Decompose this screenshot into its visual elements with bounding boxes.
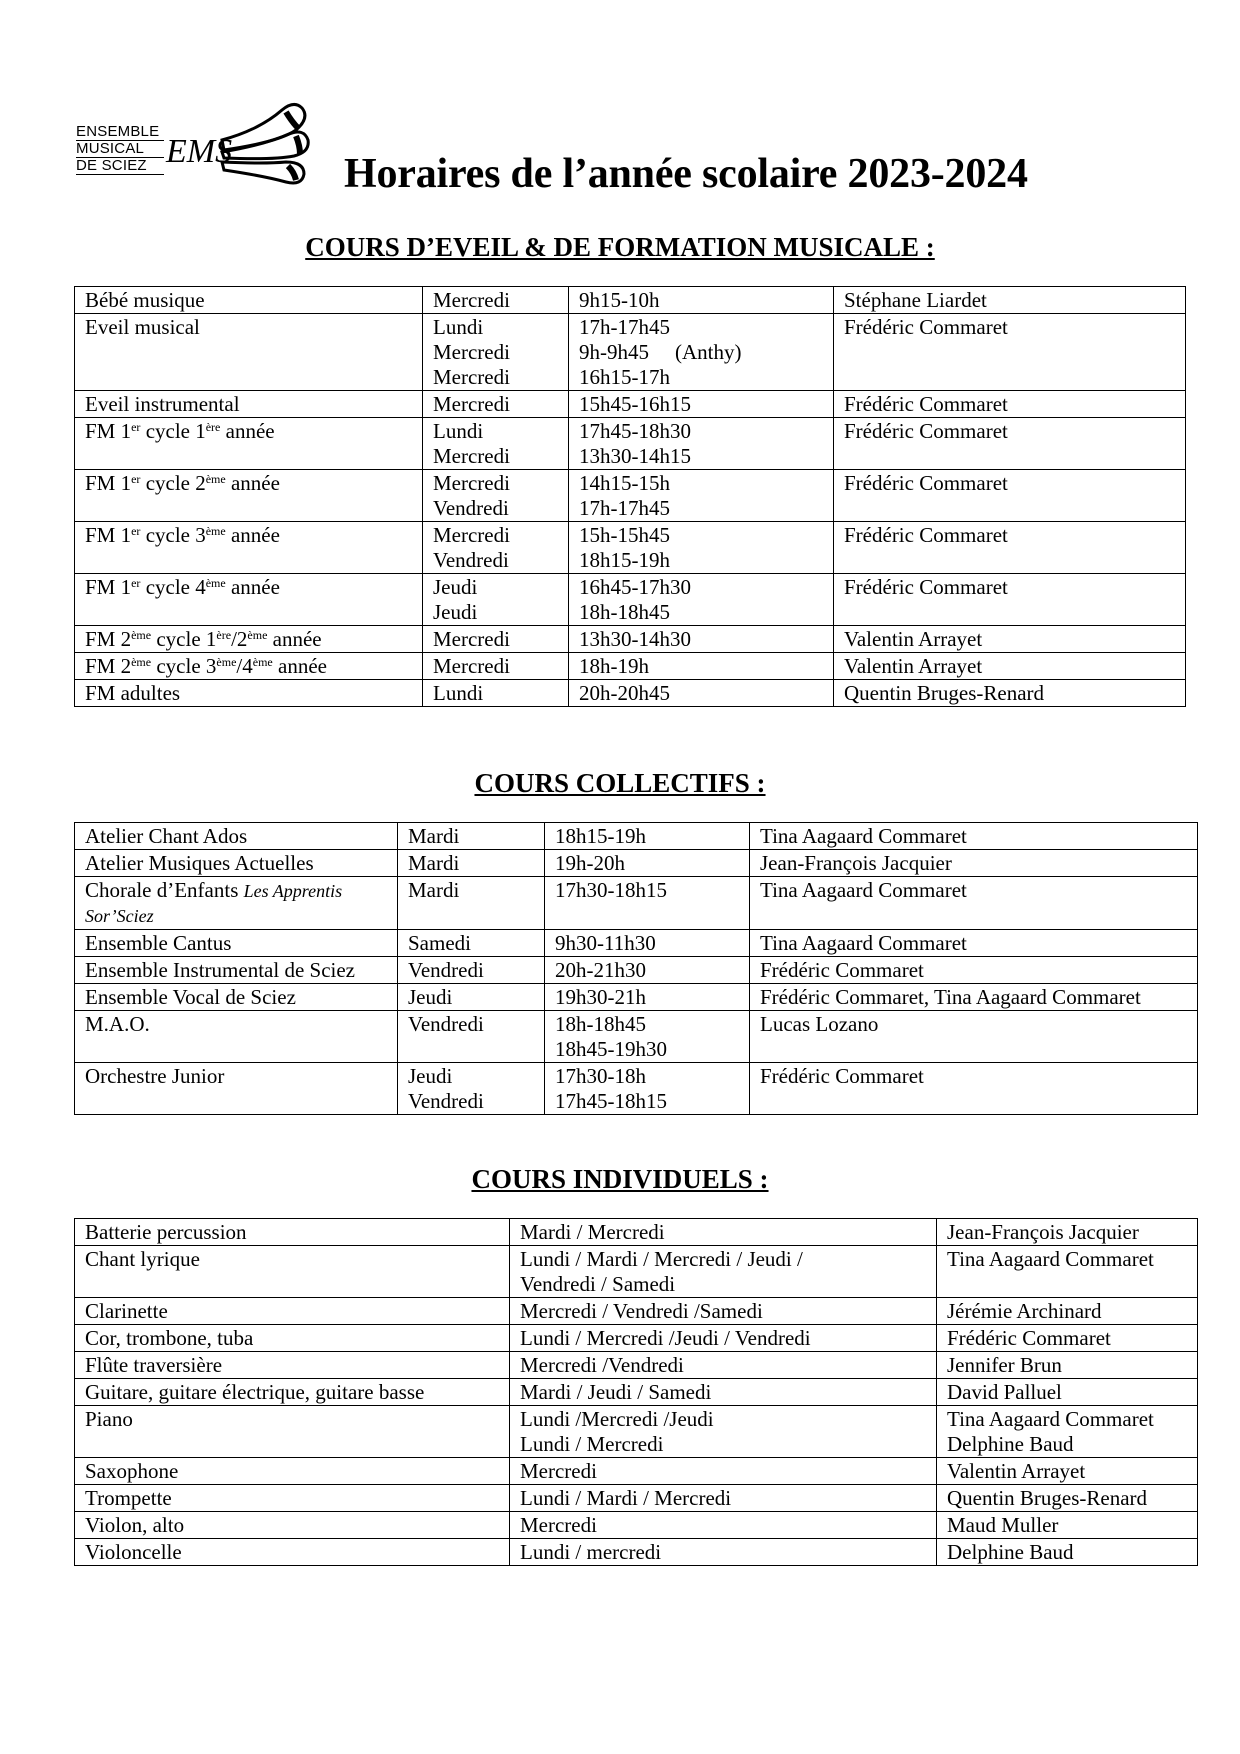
time-cell: 19h30-21h — [545, 984, 750, 1011]
course-cell: Chant lyrique — [75, 1246, 510, 1298]
time-line: 17h-17h45 — [579, 496, 670, 520]
table-row — [75, 877, 1198, 930]
course-cell: Flûte traversière — [75, 1352, 510, 1379]
day-cell: Mercredi /Vendredi — [510, 1352, 937, 1379]
teacher-cell: Frédéric Commaret, Tina Aagaard Commaret — [750, 984, 1198, 1011]
table-row — [75, 930, 1198, 957]
teacher-cell: Delphine Baud — [937, 1539, 1198, 1566]
table-row — [75, 680, 1186, 707]
day-line: Jeudi — [433, 600, 478, 624]
section-title-collectifs: COURS COLLECTIFS : — [474, 768, 766, 798]
table-row — [75, 1246, 1198, 1298]
teacher-cell: Valentin Arrayet — [834, 626, 1186, 653]
table-individuels — [74, 1218, 1198, 1566]
time-line: 18h45-19h30 — [555, 1037, 667, 1061]
course-cell: Ensemble Cantus — [75, 930, 398, 957]
day-cell: Mercredi / Vendredi /Samedi — [510, 1298, 937, 1325]
logo-line: ENSEMBLE — [76, 124, 164, 141]
day-cell: Vendredi — [398, 1011, 545, 1063]
time-line: 14h15-15h — [579, 471, 670, 495]
table-row — [75, 1219, 1198, 1246]
teacher-cell: Frédéric Commaret — [750, 957, 1198, 984]
day-cell — [398, 1063, 545, 1115]
day-line: Jeudi — [408, 1064, 453, 1088]
time-line — [579, 340, 833, 365]
day-cell: Mercredi — [423, 391, 569, 418]
teacher-cell: Frédéric Commaret — [834, 391, 1186, 418]
time-cell: 18h15-19h — [545, 823, 750, 850]
course-cell: Atelier Musiques Actuelles — [75, 850, 398, 877]
time-line: 18h-18h45 — [579, 600, 670, 624]
course-cell: Batterie percussion — [75, 1219, 510, 1246]
table-row — [75, 1379, 1198, 1406]
table-row — [75, 1011, 1198, 1063]
course-cell: Ensemble Instrumental de Sciez — [75, 957, 398, 984]
teacher-cell: Valentin Arrayet — [937, 1458, 1198, 1485]
teacher-cell: Tina Aagaard Commaret — [750, 823, 1198, 850]
course-cell: FM adultes — [75, 680, 423, 707]
day-cell: Lundi / Mardi / Mercredi — [510, 1485, 937, 1512]
day-cell: Vendredi — [398, 957, 545, 984]
course-cell: Eveil musical — [75, 314, 423, 391]
table-row — [75, 1485, 1198, 1512]
table-row — [75, 391, 1186, 418]
day-cell — [423, 522, 569, 574]
course-cell: FM 2ème cycle 1ère/2ème année — [75, 626, 423, 653]
table-row — [75, 957, 1198, 984]
table-row — [75, 1325, 1198, 1352]
teacher-line: Delphine Baud — [947, 1432, 1074, 1456]
teacher-cell: Jean-François Jacquier — [937, 1219, 1198, 1246]
teacher-cell: Frédéric Commaret — [834, 418, 1186, 470]
course-cell: FM 1er cycle 3ème année — [75, 522, 423, 574]
day-cell: Mardi / Mercredi — [510, 1219, 937, 1246]
logo-line: MUSICAL — [76, 141, 164, 158]
day-cell: Mercredi — [510, 1512, 937, 1539]
time-cell: 20h-20h45 — [569, 680, 834, 707]
time-line: 18h15-19h — [579, 548, 670, 572]
course-cell: Violon, alto — [75, 1512, 510, 1539]
time-cell — [569, 522, 834, 574]
table-row — [75, 984, 1198, 1011]
day-cell: Mardi — [398, 823, 545, 850]
day-cell — [510, 1246, 937, 1298]
day-cell: Mardi — [398, 877, 545, 930]
day-line: Lundi / Mercredi — [520, 1432, 664, 1456]
course-cell: Piano — [75, 1406, 510, 1458]
course-cell: FM 1er cycle 4ème année — [75, 574, 423, 626]
time-line: 16h15-17h — [579, 365, 670, 389]
day-line: Mercredi — [433, 523, 510, 547]
teacher-cell: Maud Muller — [937, 1512, 1198, 1539]
time-cell — [569, 574, 834, 626]
table-row — [75, 287, 1186, 314]
day-cell: Mercredi — [423, 626, 569, 653]
time-cell — [569, 314, 834, 391]
time-cell: 15h45-16h15 — [569, 391, 834, 418]
time-value: 9h-9h45 — [579, 340, 649, 364]
course-cell: M.A.O. — [75, 1011, 398, 1063]
day-cell: Mardi / Jeudi / Samedi — [510, 1379, 937, 1406]
teacher-cell: Jérémie Archinard — [937, 1298, 1198, 1325]
time-line: 18h-18h45 — [555, 1012, 646, 1036]
table-row — [75, 653, 1186, 680]
table-row — [75, 823, 1198, 850]
section-title-eveil: COURS D’EVEIL & DE FORMATION MUSICALE : — [305, 232, 935, 262]
day-cell — [423, 574, 569, 626]
table-row — [75, 850, 1198, 877]
course-cell: FM 1er cycle 1ère année — [75, 418, 423, 470]
teacher-cell: Lucas Lozano — [750, 1011, 1198, 1063]
day-line: Vendredi — [433, 496, 509, 520]
day-line: Lundi — [433, 419, 484, 443]
day-line: Mercredi — [433, 365, 510, 389]
time-cell — [569, 418, 834, 470]
course-line: Sor’Sciez — [85, 906, 154, 926]
day-line: Lundi / Mardi / Mercredi / Jeudi / — [520, 1247, 803, 1271]
teacher-cell: Quentin Bruges-Renard — [834, 680, 1186, 707]
course-cell: FM 2ème cycle 3ème/4ème année — [75, 653, 423, 680]
teacher-cell: David Palluel — [937, 1379, 1198, 1406]
course-cell: Atelier Chant Ados — [75, 823, 398, 850]
table-row — [75, 1063, 1198, 1115]
teacher-cell: Valentin Arrayet — [834, 653, 1186, 680]
day-line: Vendredi — [433, 548, 509, 572]
horns-icon — [164, 100, 314, 200]
teacher-cell: Frédéric Commaret — [834, 470, 1186, 522]
course-cell: Guitare, guitare électrique, guitare basse — [75, 1379, 510, 1406]
table-row — [75, 1539, 1198, 1566]
day-line: Mercredi — [433, 471, 510, 495]
day-cell: Jeudi — [398, 984, 545, 1011]
teacher-cell — [937, 1406, 1198, 1458]
time-cell — [545, 1011, 750, 1063]
teacher-cell: Tina Aagaard Commaret — [750, 877, 1198, 930]
teacher-cell: Tina Aagaard Commaret — [750, 930, 1198, 957]
time-cell: 13h30-14h30 — [569, 626, 834, 653]
section-title-individuels: COURS INDIVIDUELS : — [471, 1164, 769, 1194]
course-cell: Eveil instrumental — [75, 391, 423, 418]
table-row — [75, 522, 1186, 574]
course-cell: Cor, trombone, tuba — [75, 1325, 510, 1352]
day-cell: Samedi — [398, 930, 545, 957]
day-cell: Mercredi — [423, 653, 569, 680]
course-cell: Violoncelle — [75, 1539, 510, 1566]
teacher-cell: Frédéric Commaret — [750, 1063, 1198, 1115]
course-cell: Clarinette — [75, 1298, 510, 1325]
svg-text:EMS: EMS — [166, 133, 233, 170]
location-note: (Anthy) — [675, 340, 742, 364]
teacher-cell: Frédéric Commaret — [937, 1325, 1198, 1352]
teacher-cell: Frédéric Commaret — [834, 574, 1186, 626]
table-row — [75, 470, 1186, 522]
day-line: Mercredi — [433, 444, 510, 468]
table-row — [75, 1406, 1198, 1458]
teacher-cell: Jean-François Jacquier — [750, 850, 1198, 877]
course-cell: FM 1er cycle 2ème année — [75, 470, 423, 522]
day-line: Lundi — [433, 315, 484, 339]
table-row — [75, 1352, 1198, 1379]
course-cell: Orchestre Junior — [75, 1063, 398, 1115]
day-line: Jeudi — [433, 575, 478, 599]
time-cell: 17h30-18h15 — [545, 877, 750, 930]
day-cell — [510, 1406, 937, 1458]
day-line: Mercredi — [433, 340, 510, 364]
page-header — [76, 100, 1126, 210]
time-cell — [569, 470, 834, 522]
table-row — [75, 314, 1186, 391]
day-line: Lundi /Mercredi /Jeudi — [520, 1407, 714, 1431]
time-cell: 9h15-10h — [569, 287, 834, 314]
time-cell: 9h30-11h30 — [545, 930, 750, 957]
teacher-cell: Stéphane Liardet — [834, 287, 1186, 314]
day-cell: Mardi — [398, 850, 545, 877]
table-collectifs — [74, 822, 1198, 1115]
day-cell — [423, 418, 569, 470]
day-cell — [423, 314, 569, 391]
course-cell: Trompette — [75, 1485, 510, 1512]
day-cell: Mercredi — [510, 1458, 937, 1485]
teacher-cell: Quentin Bruges-Renard — [937, 1485, 1198, 1512]
day-line: Vendredi / Samedi — [520, 1272, 676, 1296]
time-line: 17h30-18h — [555, 1064, 646, 1088]
day-line: Vendredi — [408, 1089, 484, 1113]
logo-wordmark — [76, 124, 164, 175]
day-cell: Mercredi — [423, 287, 569, 314]
time-line: 17h45-18h15 — [555, 1089, 667, 1113]
time-cell — [545, 1063, 750, 1115]
teacher-cell: Frédéric Commaret — [834, 314, 1186, 391]
table-row — [75, 1298, 1198, 1325]
teacher-cell: Jennifer Brun — [937, 1352, 1198, 1379]
day-cell: Lundi / mercredi — [510, 1539, 937, 1566]
course-cell: Bébé musique — [75, 287, 423, 314]
ems-logo — [76, 100, 316, 200]
teacher-line: Tina Aagaard Commaret — [947, 1407, 1154, 1431]
table-eveil — [74, 286, 1186, 707]
time-line: 15h-15h45 — [579, 523, 670, 547]
course-cell — [75, 877, 398, 930]
table-row — [75, 574, 1186, 626]
time-line: 17h-17h45 — [579, 315, 670, 339]
teacher-cell: Frédéric Commaret — [834, 522, 1186, 574]
table-row — [75, 418, 1186, 470]
time-cell: 20h-21h30 — [545, 957, 750, 984]
course-cell: Saxophone — [75, 1458, 510, 1485]
course-line: Chorale d’Enfants Les Apprentis — [85, 878, 343, 902]
time-cell: 19h-20h — [545, 850, 750, 877]
table-row — [75, 1458, 1198, 1485]
time-cell: 18h-19h — [569, 653, 834, 680]
day-cell: Lundi / Mercredi /Jeudi / Vendredi — [510, 1325, 937, 1352]
teacher-cell: Tina Aagaard Commaret — [937, 1246, 1198, 1298]
day-cell — [423, 470, 569, 522]
table-row — [75, 1512, 1198, 1539]
table-row — [75, 626, 1186, 653]
time-line: 17h45-18h30 — [579, 419, 691, 443]
time-line: 16h45-17h30 — [579, 575, 691, 599]
time-line: 13h30-14h15 — [579, 444, 691, 468]
course-cell: Ensemble Vocal de Sciez — [75, 984, 398, 1011]
page-title: Horaires de l’année scolaire 2023-2024 — [344, 151, 1028, 197]
logo-line: DE SCIEZ — [76, 158, 164, 175]
day-cell: Lundi — [423, 680, 569, 707]
